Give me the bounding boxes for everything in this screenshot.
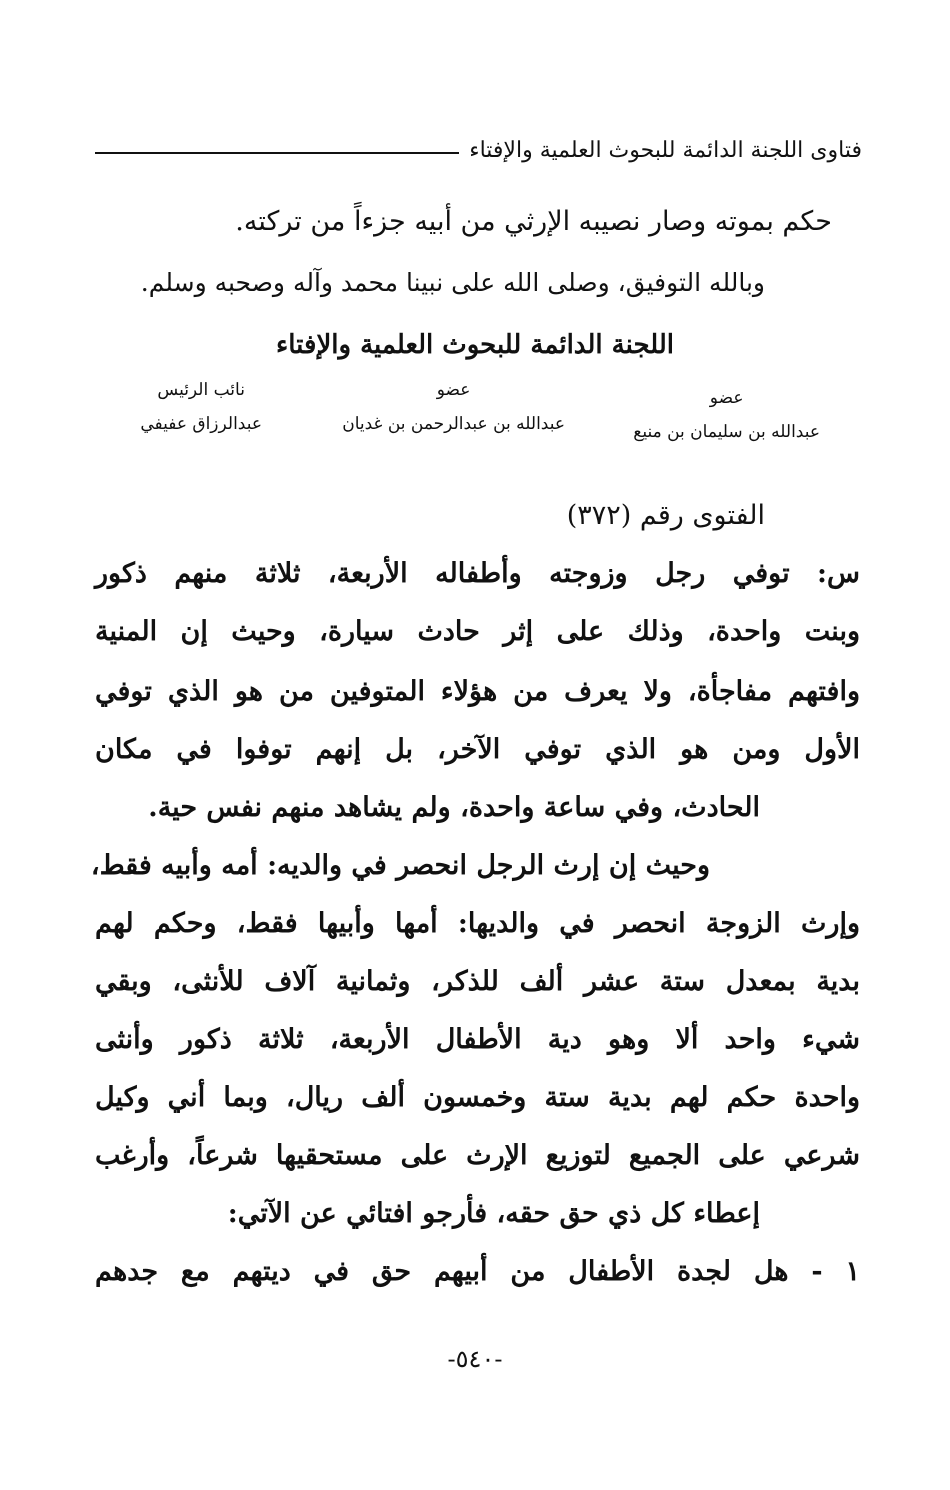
intro-line: حكم بموته وصار نصيبه الإرثي من أبيه جزءاً من تركته. [235,206,832,237]
signatory-name: عبدالله بن عبدالرحمن بن غديان [342,414,565,434]
running-title: فتاوى اللجنة الدائمة للبحوث العلمية والإفتاء [469,137,862,163]
running-header [95,132,862,168]
question-line: إعطاء كل ذي حق حقه، فأرجو افتائي عن الآتي: [227,1198,760,1229]
fatwa-number: الفتوى رقم (٣٧٢) [566,500,765,531]
question-line: الحادث، وفي ساعة واحدة، ولم يشاهد منهم نفس حية. [148,792,760,823]
question-line: وإرث الزوجة انحصر في والديها: أمها وأبيها فقط، وحكم لهم [95,908,860,939]
question-line: بدية بمعدل ستة عشر ألف للذكر، وثمانية آلاف للأنثى، وبقي [95,966,860,997]
committee-title: اللجنة الدائمة للبحوث العلمية والإفتاء [276,330,674,360]
signatory-role: عضو [436,380,471,400]
question-line: وافتهم مفاجأة، ولا يعرف من هؤلاء المتوفين من هو الذي توفي [95,676,860,707]
question-line: واحدة حكم لهم بدية ستة وخمسون ألف ريال، وبما أني وكيل [95,1082,860,1113]
signatory-name: عبدالرزاق عفيفي [140,414,262,434]
signatory-role: نائب الرئيس [157,380,245,400]
signatory-vice-president [140,380,262,434]
signatory-member-2 [342,380,565,434]
signatory-member-1 [633,388,820,442]
header-rule [95,152,459,154]
signatory-name: عبدالله بن سليمان بن منيع [633,422,820,442]
signatory-role: عضو [709,388,744,408]
question-line: شرعي على الجميع لتوزيع الإرث على مستحقيها شرعاً، وأرغب [95,1140,860,1171]
question-line: وبنت واحدة، وذلك على إثر حادث سيارة، وحيث إن المنية [95,616,860,647]
intro-line: وبالله التوفيق، وصلى الله على نبينا محمد وآله وصحبه وسلم. [140,268,765,297]
question-line: شيء واحد ألا وهو دية الأطفال الأربعة، ثلاثة ذكور وأنثى [95,1024,860,1055]
question-line: ١ - هل لجدة الأطفال من أبيهم حق في ديتهم مع جدهم [95,1256,860,1287]
question-line: الأول ومن هو الذي توفي الآخر، بل إنهم توفوا في مكان [95,734,860,765]
question-line: وحيث إن إرث الرجل انحصر في والديه: أمه وأبيه فقط، [90,850,710,881]
page-number: -٥٤٠- [447,1345,503,1373]
question-line: س: توفي رجل وزوجته وأطفاله الأربعة، ثلاثة منهم ذكور [95,558,860,589]
